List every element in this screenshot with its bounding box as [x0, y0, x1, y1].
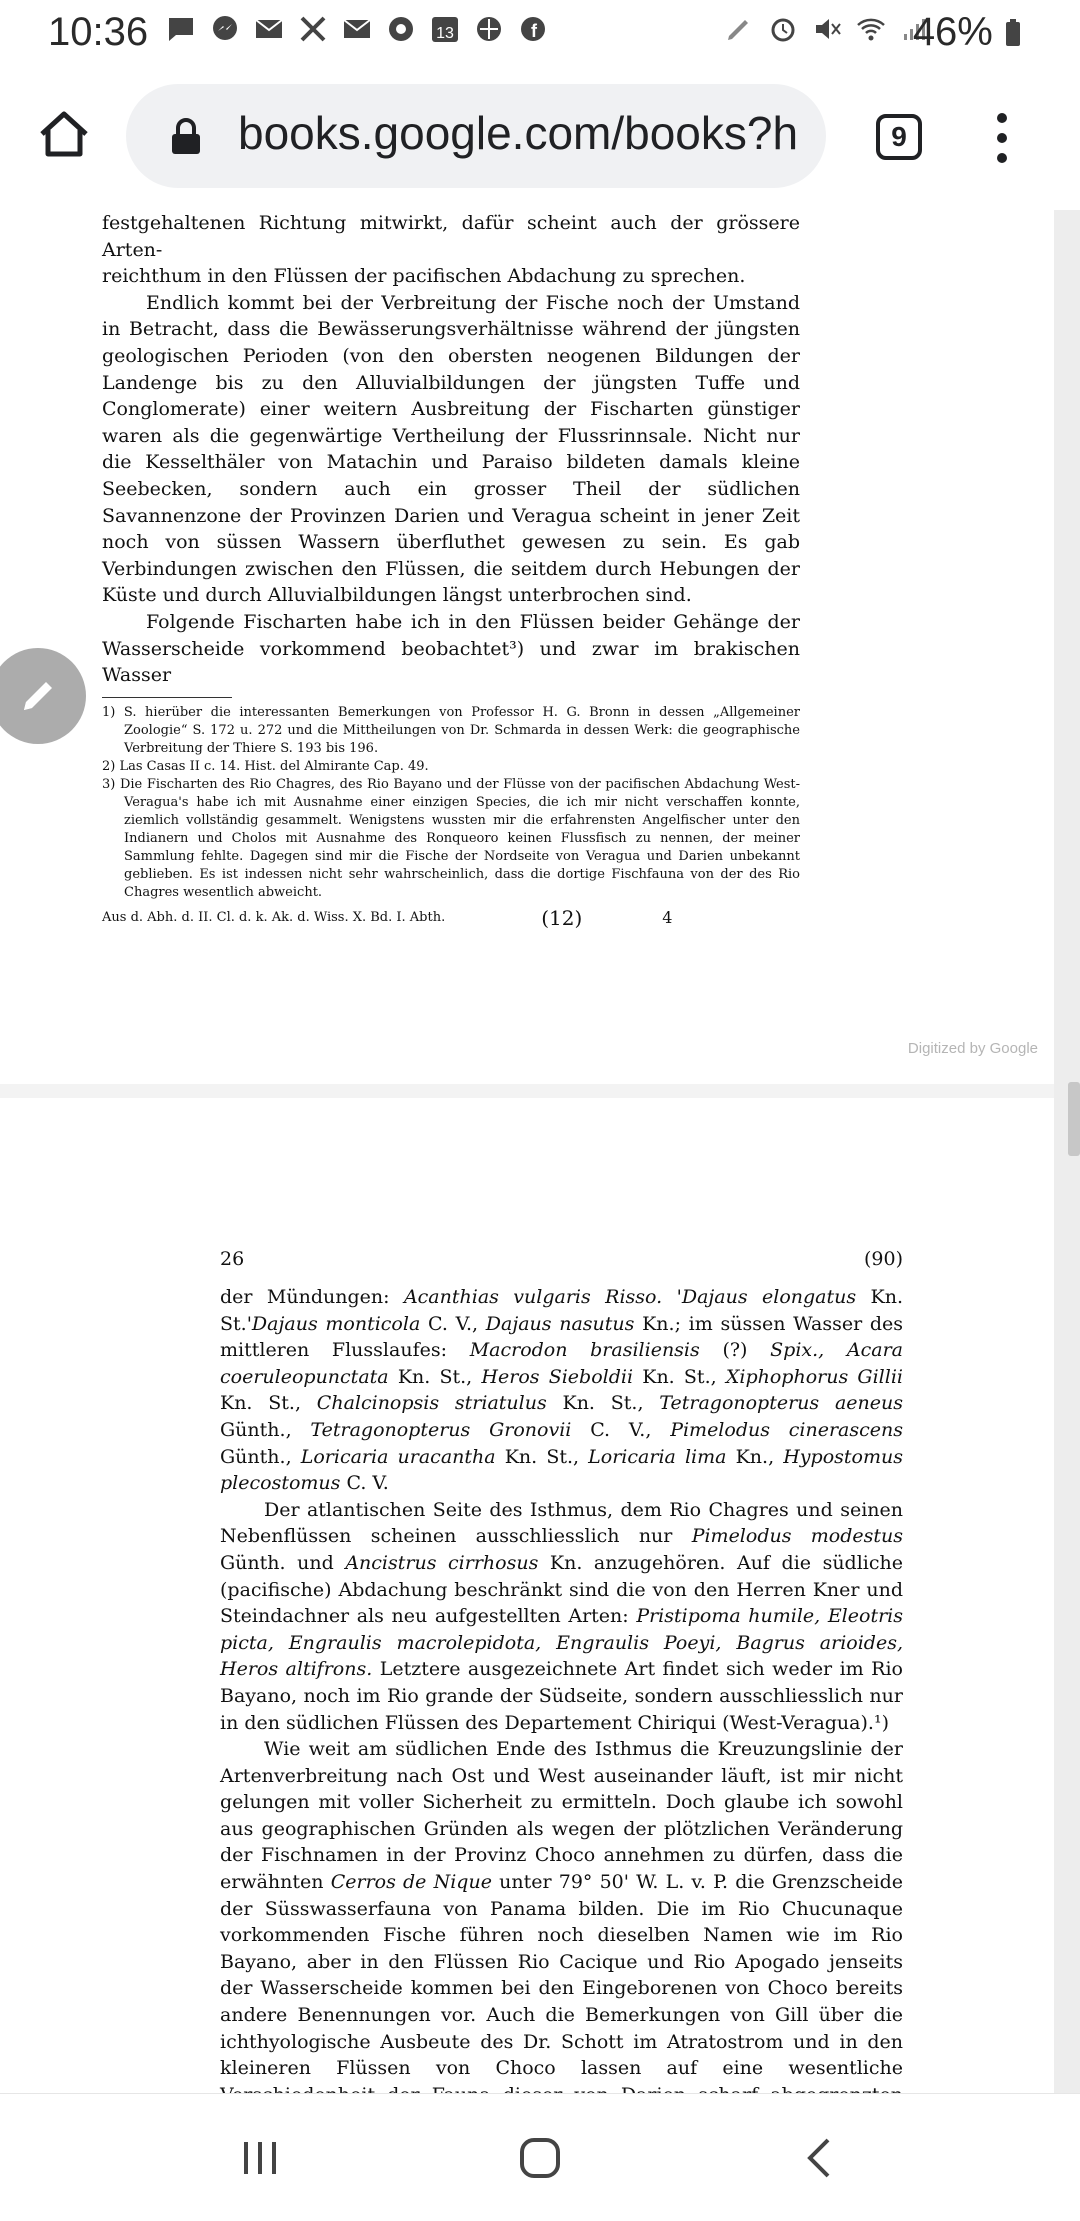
tab-switcher-button[interactable]: 9: [876, 114, 922, 160]
battery-icon: [1004, 18, 1022, 48]
facebook-icon: [518, 14, 548, 44]
paragraph-line: festgehaltenen Richtung mitwirkt, dafür scheint auch der grössere Arten-: [102, 212, 800, 261]
mute-icon: [812, 14, 842, 44]
browser-icon: [474, 14, 504, 44]
back-icon[interactable]: [790, 2132, 850, 2184]
calendar-13-icon: [430, 14, 460, 44]
lock-icon: [170, 118, 202, 156]
home-icon[interactable]: [36, 106, 92, 162]
paragraph: der Mündungen: Acanthias vulgaris Risso. 'Dajaus elongatus Kn. St.'Dajaus monticola C. V., Dajaus nasutus Kn.; im süssen Wasser des mittleren Flusslaufes: Macrodon brasiliensis (?) Spix., Acara coeruleopunctata Kn. St., Heros Sieboldii Kn. St., Xiphophorus Gillii Kn. St., Chalcinopsis striatulus Kn. St., Tetragonopterus aeneus Günth., Tetragonopterus Gronovii C. V., Pimelodus cinerascens Günth., Loricaria uracantha Kn. St., Loricaria lima Kn., Hypostomus plecostomus C. V.: [220, 1286, 904, 1495]
footnote-rule: [102, 697, 232, 698]
page-footer: [102, 906, 800, 930]
browser-toolbar: [0, 62, 1080, 211]
alarm-icon: [768, 14, 798, 44]
pen-icon: [724, 14, 754, 44]
email-icon: [254, 14, 284, 44]
footer-signature: 4: [662, 908, 673, 928]
tools-icon: [298, 14, 328, 44]
battery-percent: 46%: [913, 10, 1022, 55]
svg-text:f: f: [531, 21, 537, 41]
book-viewer[interactable]: [0, 210, 1080, 2093]
notification-icons: [166, 14, 548, 44]
svg-text:13: 13: [436, 25, 454, 42]
url-text[interactable]: books.google.com/books?h: [238, 107, 799, 159]
wifi-icon: [856, 14, 886, 44]
footer-source: Aus d. Abh. d. II. Cl. d. k. Ak. d. Wiss. X. Bd. I. Abth.: [102, 910, 446, 926]
page1-text: [102, 210, 800, 930]
messenger-icon: [210, 14, 240, 44]
pencil-icon: [16, 674, 60, 718]
digitized-watermark: Digitized by Google: [907, 1040, 1038, 1057]
more-menu-icon[interactable]: [992, 110, 1012, 166]
email-icon: [342, 14, 372, 44]
footnote: 2) Las Casas II c. 14. Hist. del Almirante Cap. 49.: [102, 758, 429, 774]
scrollbar-thumb[interactable]: [1068, 1082, 1080, 1156]
system-nav-bar: [0, 2093, 1080, 2221]
book-page-2: [0, 1098, 1054, 2098]
page-number: 26: [220, 1248, 245, 1270]
footnote: 1) S. hierüber die interessanten Bemerkungen von Professor H. G. Bronn in dessen „Allgemeiner Zoologie“ S. 172 u. 272 und die Mittheilungen von Dr. Schmarda in dessen Werk: die geographische Verbreitung der Thiere S. 193 bis 196.: [102, 704, 800, 756]
footer-page-number: (12): [541, 905, 583, 930]
firefox-icon: [386, 14, 416, 44]
address-bar[interactable]: [126, 84, 826, 188]
paragraph: Folgende Fischarten habe ich in den Flüssen beider Gehänge der Wasserscheide vorkommend beobachtet³) und zwar im brakischen Wasser: [102, 610, 800, 687]
recents-icon[interactable]: [230, 2132, 290, 2184]
paragraph-line: reichthum in den Flüssen der pacifischen Abdachung zu sprechen.: [102, 265, 746, 288]
original-page-number: (90): [863, 1248, 903, 1270]
footnote: 3) Die Fischarten des Rio Chagres, des Rio Bayano und der Flüsse von der pacifischen Abdachung West-Veragua's habe ich mit Ausnahme einer einzigen Species, die ich mir nicht verschaffen konnte, ziemlich vollständig gesammelt. Wenigstens wussten mir die erfahrensten Angelfischer unter den Indianern und Cholos mit Ausnahme des Ronqueoro keinen Flussfisch zu nennen, der meiner Sammlung fehlte. Dagegen sind mir die Fische der Nordseite von Veragua und Darien unbekannt geblieben. Es ist indessen nicht sehr wahrscheinlich, dass die dortige Fischfauna von der des Rio Chagres wesentlich abweicht.: [102, 776, 800, 900]
page2-text: [220, 1248, 903, 2135]
chat-icon: [166, 14, 196, 44]
paragraph: Endlich kommt bei der Verbreitung der Fische noch der Umstand in Betracht, dass die Bewässerungsverhältnisse während der jüngsten geologischen Perioden (von den obersten neogenen Bildungen der Landenge bis zu den Alluvialbildungen der jüngsten Tuffe und Conglomerate) einer weitern Ausbreitung der Fischarten günstiger waren als die gegenwärtige Vertheilung der Flussrinnsale. Nicht nur die Kesselthäler von Matachin und Paraiso bildeten damals kleine Seebecken, sondern auch ein grosser Theil der südlichen Savannenzone der Provinzen Darien und Veragua scheint in jener Zeit noch von süssen Wassern überfluthet gewesen zu sein. Es gab Verbindungen zwischen den Flüssen, die seitdem durch Hebungen der Küste und durch Alluvialbildungen längst unterbrochen sind.: [102, 291, 800, 607]
edit-button[interactable]: [0, 648, 86, 744]
page-header: [220, 1248, 903, 1270]
paragraph: Der atlantischen Seite des Isthmus, dem Rio Chagres und seinen Nebenflüssen scheinen ausschliesslich nur Pimelodus modestus Günth. und Ancistrus cirrhosus Kn. anzugehören. Auf die südliche (pacifische) Abdachung beschränkt sind die von den Herren Kner und Steindachner als neu aufgestellten Arten: Pristipoma humile, Eleotris picta, Engraulis macrolepidota, Engraulis Poeyi, Bagrus arioides, Heros altifrons. Letztere ausgezeichnete Art findet sich weder im Rio Bayano, noch im Rio grande der Südseite, sondern ausschliesslich nur in den südlichen Flüssen des Departement Chiriqui (West-Veragua).¹): [220, 1498, 904, 1734]
book-page-1: [0, 210, 1054, 1084]
clock: 10:36: [48, 10, 149, 54]
system-icons: [724, 14, 930, 44]
home-icon[interactable]: [510, 2132, 570, 2184]
paragraph: Wie weit am südlichen Ende des Isthmus die Kreuzungslinie der Artenverbreitung nach Ost und West auseinander läuft, ist mir nicht gelungen mit voller Sicherheit zu ermitteln. Doch glaube ich sowohl aus geographischen Gründen als wegen der plötzlichen Veränderung der Fischnamen in der Provinz Choco annehmen zu dürfen, dass die erwähnten Cerros de Nique unter 79° 50' W. L. v. P. die Grenzscheide der Süsswasserfauna von Panama bilden. Die im Rio Chucunaque vorkommenden Fische führen noch dieselben Namen wie im Rio Bayano, aber in den Flüssen Rio Cacique und Rio Apogado jenseits der Wasserscheide kommen bei den Eingeborenen von Choco bereits andere Benennungen vor. Auch die Bemerkungen von Gill über die ichthyologische Ausbeute des Dr. Schott im Atratostrom und in den kleineren Flüssen von Choco lassen auf eine wesentliche: [220, 1738, 904, 2080]
status-bar: [0, 0, 1080, 62]
